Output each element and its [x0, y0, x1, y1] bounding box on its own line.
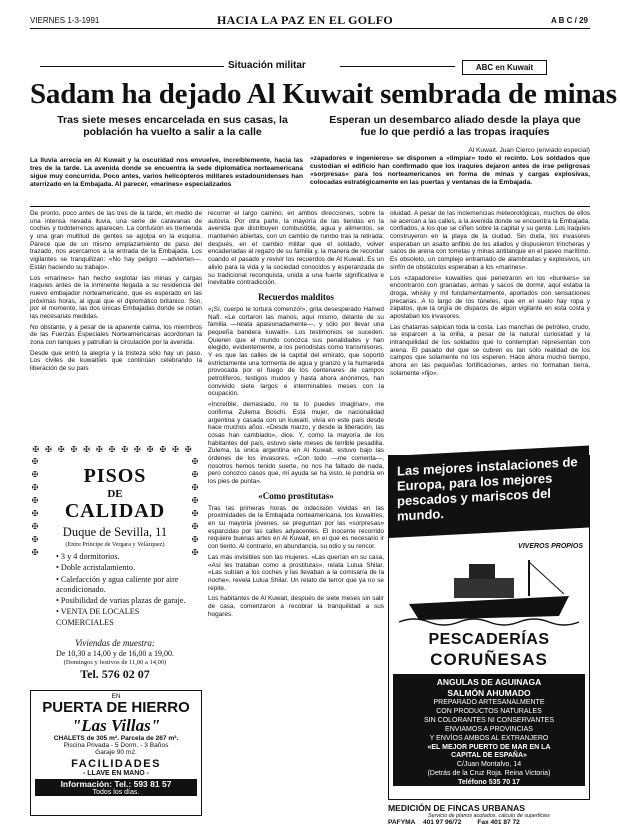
pesc-info-block	[393, 674, 585, 786]
pesc-angulas: ANGULAS DE AGUINAGA	[436, 677, 542, 687]
ship-illustration	[399, 556, 579, 626]
pesc-line-9: CAPITAL DE ESPAÑA»	[451, 752, 527, 760]
crosshead-prostitutas: «Como prostitutas»	[258, 490, 334, 501]
medicion-title: MEDICIÓN DE FINCAS URBANAS	[388, 803, 526, 813]
puerta-en: EN	[111, 693, 121, 700]
puerta-garaje: Garaje 90 m2.	[95, 749, 137, 756]
ad-medicion	[388, 803, 590, 831]
ornament-border-top: ✠✠✠✠✠✠✠✠✠✠✠✠✠	[32, 445, 198, 454]
col3-para: Las chatarras salpican toda la costa. Las manchas de petróleo, crudo, se esparcen a la orilla, a pesar de la natural curiosidad y la intranquilidad de los soldados que lo contemplan representan con arena. El pasado del que se cubren es tan sólo realidad de los campos que solamente no los esperen. Hace ahora mucho tiempo, ahora en las pequeñas fortificaciones, antes no formaban tierra, solamente «fijo».	[390, 323, 590, 377]
kicker-rule	[40, 66, 224, 67]
col1-para: Los «marines» han hecho explotar las minas y cargas iraquíes antes de la inminente llegada a su residencia del nuevo embajador norteamericano, que es esperado en las próximas horas, al igual que el diplomático británico. Son, por el momento, las dos únicas Embajadas donde se notan las necesarias medidas.	[30, 274, 202, 320]
pesc-line-3: PREPARADO ARTESANALMENTE	[433, 698, 545, 706]
col2-para: «Increíble, demasiado, no te lo puedes imaginar», me confirma Zulema Boschi. Está mujer, de nacionalidad argentina y casada con un kuwaití, vivía en este país desde hace muchos años. «Desde marzo, y desde la liberación, las cosas han cambiado», dice. Y, como la mayoría de los habitantes del país, estuvo siete meses de terrible pesadilla. Zulema, la única argentina en Al Kuwait, estuvo bajo las órdenes de los invasores. «Con todo —me comenta—, nosotros hemos tenido suerte, no nos ha faltado de nada, pero conozco casos que, mi ayuda se ha visto, le pondría en los pies de punta».	[208, 401, 384, 485]
puerta-llave: - LLAVE EN MANO -	[83, 770, 149, 777]
feature-item: • VENTA DE LOCALES COMERCIALES	[56, 607, 140, 627]
subhead-left: Tras siete meses encarcelada en sus casas, la población ha vuelto a salir a la calle	[57, 114, 288, 139]
col1-para: De pronto, poco antes de las tres de la tarde, en medio de una intensa nevada lluvia, una serie de caravanas de coches y todoterrenos aparecen. La confusión es tremenda y una gran multitud de gentes se agolpa en la esquina. Parece que de un mismo emplazamiento de paso del trazado, nos acercamos a la entrada de la Embajada. Los vigilantes se tranquilizan: «No hay peligro —advierten—. Están haciendo su trabajo».	[30, 210, 202, 271]
pisos-title-2: DE	[107, 488, 123, 500]
pisos-visits-hours: De 10,30 a 14,00 y de 16,00 a 19,00.	[56, 649, 174, 658]
pesc-address: C/Juan Montalvo, 14	[456, 761, 522, 769]
tag-label: ABC en Kuwait	[475, 63, 534, 72]
medicion-brand: PAFYMA	[388, 819, 416, 826]
col2-para: Las más invisibles son las mujeres. «Las querían en su casa, «Así les trataban como a prostitutas», relata Lulua Shilar. «Las subían a los coches y las llevaban a la comisaría de la noche», revela Lulua Shilar. Un relato de terror que ya no se repite.	[208, 553, 384, 592]
col3-para: oluidad. A pesar de las inclemencias meteorológicas, muchos de ellos se acercan a las calles, a la avenida donde se encuentra la Embajada, confiados, a los que se ciñen sobre la capital y su gente. Los iraquíes construyeron en la playa de la ciudad. Sin duda, los invasores esperaban un asalto anfibio de los aliados y dispusieron trincheras y sacos de arena con torretas y minas antitanque en el paseo marítimo. Es obsoleto, un complejo entramado de alambradas y explosivos, un sinfín de obstáculos esperaban a los «marines».	[390, 210, 591, 271]
pesc-top-text: Las mejores instalaciones de Europa, para los mejores pescados y mariscos del mundo.	[397, 454, 578, 524]
column-2	[208, 210, 384, 621]
feature-item: • Doble acristalamiento.	[56, 563, 136, 573]
feature-item: • Posibilidad de varias plazas de garaje.	[56, 596, 186, 605]
pesc-phone: Teléfono 535 70 17	[458, 779, 520, 787]
pesc-address-note: (Detrás de la Cruz Roja. Reina Victoria)	[427, 770, 551, 778]
pisos-cross: (Entre Príncipe de Vergara y Velázquez)	[65, 541, 165, 548]
pisos-phone: Tel. 576 02 07	[80, 667, 150, 681]
sea-waves	[399, 619, 579, 625]
medicion-fax: Fax 401 87 72	[477, 819, 520, 826]
col2-para: Tras las primeras horas de indecisión vividas en las proximidades de la Embajada norteamericana, los kuwaitíes, en su mayoría jóvenes, se preguntan por las «sorpresas» esparcidas por las calles adyacentes. El inocente recorrido requiere buenas artes en Al Kuwait, en el que es necesario ir con tiento. Al contrario, en abundancia, su odio y su rencor.	[208, 504, 384, 551]
tag-box	[462, 60, 547, 75]
header-rule	[30, 28, 590, 29]
pesc-line-4: CON PRODUCTOS NATURALES	[436, 707, 542, 715]
header-paper: A B C / 29	[550, 16, 588, 25]
pisos-features	[56, 551, 196, 629]
puerta-piscina: Piscina Privada - 5 Dorm. - 3 Baños	[63, 742, 169, 749]
pisos-title-1: PISOS	[83, 465, 147, 487]
pesc-line-7: Y ENVÍOS AMBOS AL EXTRANJERO	[429, 734, 549, 742]
headline: Sadam ha dejado Al Kuwait sembrada de minas	[30, 78, 617, 110]
kicker-rule-right	[340, 66, 455, 67]
lead-right: «zapadores e ingenieros» se disponen a «limpiar» todo el recinto. Los soldados que custodian el edificio han confirmado que los iraquíes dejaron antes de irse peligrosas «sorpresas» para los norteamericanos en forma de minas y cargas explosivas, colocadas estratégicamente en las puertas y ventanas de la Embajada.	[310, 155, 590, 187]
column-3	[390, 210, 590, 380]
ship-hull	[409, 596, 569, 620]
col2-para: Los habitantes de Al Kuwait, después de siete meses sin salir de casa, comenzaron a recobrar la tranquilidad a sus hogares.	[208, 595, 384, 618]
puerta-chalets: CHALETS de 305 m². Parcela de 267 m².	[53, 735, 179, 742]
ship-bridge	[469, 564, 495, 579]
pesc-line-5: SIN COLORANTES NI CONSERVANTES	[423, 716, 555, 724]
ship-cabin	[454, 578, 514, 598]
ad-pescaderias	[388, 455, 590, 800]
pesc-viveros: VIVEROS PROPIOS	[518, 543, 583, 550]
feature-item: • Calefacción y agua caliente por aire acondicionado.	[56, 574, 179, 594]
pesc-salmon: SALMÓN AHUMADO	[447, 687, 531, 698]
ornament-border-left: ✠ ✠ ✠ ✠ ✠ ✠ ✠ ✠	[31, 457, 39, 557]
header-section: HACIA LA PAZ EN EL GOLFO	[216, 13, 393, 27]
puerta-title: PUERTA DE HIERRO	[42, 699, 190, 716]
header-date: VIERNES 1-3-1991	[30, 16, 100, 25]
medicion-sub: Servicio de planos acotados, cálculo de superficies	[428, 813, 550, 819]
kicker: Situación militar	[228, 60, 306, 71]
ad-puerta-hierro	[30, 690, 202, 816]
col2-para: «¡Sí, cuerpo te tortura comenzó!», grita desesperado Hamed Nafi. «Le cortaron las manos, aquí mismo, delante de su familia —relata apasionadamente—, y sólo por llevar una pequeña bandera kuwaití». Los testimonios se suceden. Quieren que el mundo conozca sus penalidades y han elegido, evidentemente, a los periodistas como transmisores. Y es que las calles de la capital del emirato, que soportó estrictamente una tormenta de agua y granizo y la humareda provocada por el fuego de los centenares de campos petrolíferos, testigos mudos y hasta ahora anónimos, han convivido siete largos e interminables meses con la ocupación.	[208, 305, 384, 398]
col1-para: No obstante, y a pesar de la aparente calma, los miembros de las Fuerzas Especiales Norteamericanas acordonan la zona con tanques y patrullan la circulación por la avenida.	[30, 323, 202, 346]
col3-para: Los «zapadores» kuwaitíes que penetraron en los «bunkers» se encontraron con granadas, armas y sacos de dormir, aquí estaba la droga, whisky y mil fundamentalmente, aportados con sensaciones precarias. A lo largo de los túneles, que en el suelo hay ropa y zapatos, que la orgía de disparos de algún vigilante en esta costa y apostaban los invasores.	[390, 274, 590, 320]
column-1	[30, 210, 202, 376]
puerta-facilidades: FACILIDADES	[71, 758, 161, 770]
pisos-visits-title: Viviendas de muestra:	[75, 638, 155, 648]
medicion-phone: 401 97 96/72	[422, 819, 462, 826]
pesc-line-6: ENVIAMOS A PROVINCIAS	[445, 725, 533, 733]
lead-right-byline: Al Kuwait. Juan Cierco (enviado especial)	[468, 147, 590, 154]
pesc-top-banner	[389, 446, 589, 538]
puerta-info: Información: Tel.: 593 81 57	[35, 779, 197, 789]
pesc-line-8: «EL MEJOR PUERTO DE MAR EN LA	[427, 743, 551, 751]
pesc-brand-1: PESCADERÍAS	[428, 631, 550, 648]
ad-pisos	[30, 445, 200, 681]
puerta-villas: "Las Villas"	[71, 716, 161, 735]
pisos-street: Duque de Sevilla, 11	[62, 525, 168, 539]
crosshead-recuerdos: Recuerdos malditos	[258, 291, 334, 302]
medicion-contact	[388, 819, 590, 826]
feature-item: • 3 y 4 dormitorios.	[56, 552, 120, 561]
lead-right-wrap	[310, 147, 590, 187]
pisos-title-3: CALIDAD	[64, 500, 166, 522]
lead-left: La lluvia arrecia en Al Kuwait y la oscuridad nos envuelve, increíblemente, hacia las tres de la tarde. La avenida donde se encuentra la sede diplomática norteamericana sigue muy concurrida. Poco antes, varios helicópteros militares estadounidenses han aterrizado en la Embajada. Al parecer, «marines» especializados	[30, 157, 303, 189]
col2-para: recorrer el largo camino, en ambos direcciones, sobre la autovía. Por otra parte, la mayoría de las tiendas en la avenida que distribuyen combustible, agua y alimentos, se mantienen abiertas, con un cambio de rumbo tras la retirada: después, en el cambio militar que el soldado, volver encadenadas al regazo de su familia y, la manera de recordar cuando el pasado y revivir los recuerdos de Al Kuwait. Es un alivio para la vida y la sociedad conocidos y esperanzada de su tradicional reconquista, unida a una fuerte significativa e inevitable contradicción.	[208, 210, 384, 287]
subhead-right: Esperan un desembarco aliado desde la playa que fue lo que perdió a las tropas iraquíes	[329, 114, 581, 139]
ship-rigging	[529, 562, 564, 594]
lead-rule	[30, 206, 590, 207]
pesc-brand-2: CORUÑESAS	[430, 650, 548, 669]
puerta-days: Todos los días.	[35, 789, 197, 796]
pisos-visits-days: (Domingos y festivos de 11,00 a 14,00)	[63, 659, 167, 666]
col1-para: Desde que entró la alegría y la tristeza sólo hay un paso. Los civiles de kuwaitíes que continúan celebrando la liberación de su país	[30, 349, 202, 373]
ornament-border-right: ✠ ✠ ✠ ✠ ✠ ✠ ✠ ✠	[191, 457, 199, 557]
